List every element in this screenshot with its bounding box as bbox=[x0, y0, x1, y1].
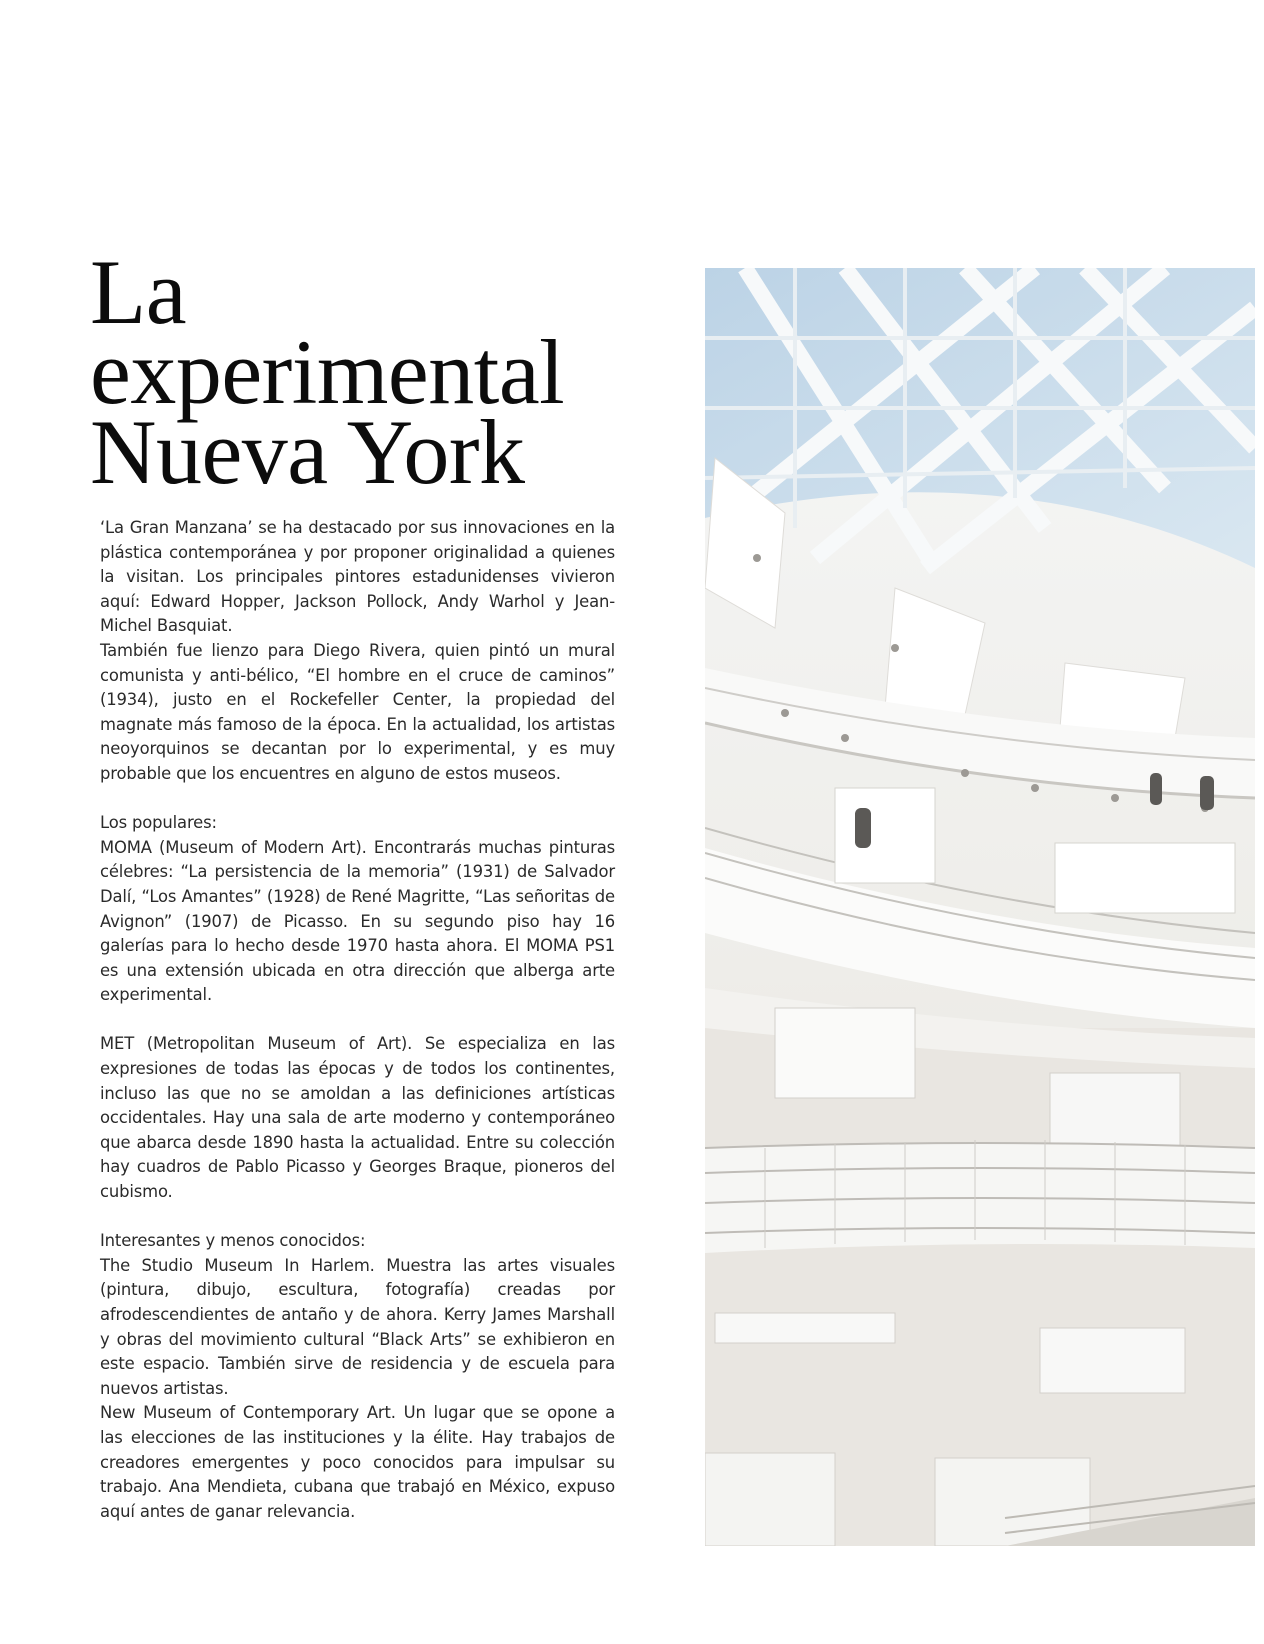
spacer bbox=[100, 1205, 615, 1230]
section-heading-menos-conocidos: Interesantes y menos conocidos: bbox=[100, 1231, 366, 1251]
paragraph-met: MET (Metropolitan Museum of Art). Se especializa en las expresiones de todas las épocas y de todos los continentes, incluso las que no se amoldan a las definiciones artísticas occidentales. Hay una sala de arte moderno y contemporáneo que abarca desde 1890 hasta la actualidad. Entre su colección hay cuadros de Pablo Picasso y Georges Braque, pioneros del cubismo. bbox=[100, 1034, 615, 1202]
section-heading-populares: Los populares: bbox=[100, 813, 217, 833]
paragraph-intro: ‘La Gran Manzana’ se ha destacado por sus innovaciones en la plástica contemporánea y por proponer originalidad a quienes la visitan. Los principales pintores estadunidenses vivieron aquí: Edward Hopper, Jackson Pollock, Andy Warhol y Jean-Michel Basquiat. bbox=[100, 518, 615, 636]
paragraph-rivera: También fue lienzo para Diego Rivera, quien pintó un mural comunista y anti-bélico, “El hombre en el cruce de caminos” (1934), justo en el Rockefeller Center, la propiedad del magnate más famoso de la época. En la actualidad, los artistas neoyorquinos se decantan por lo experimental, y es muy probable que los encuentres en alguno de estos museos. bbox=[100, 640, 615, 783]
title-line: La bbox=[90, 241, 187, 343]
paragraph-studio-museum: The Studio Museum In Harlem. Muestra las artes visuales (pintura, dibujo, escultura, fotografía) creadas por afrodescendientes de antaño y de ahora. Kerry James Marshall y obras del movimiento cultural “Black Arts” se exhibieron en este espacio. También sirve de residencia y de escuela para nuevos artistas. bbox=[100, 1255, 615, 1398]
article-title bbox=[90, 241, 650, 503]
paragraph-new-museum: New Museum of Contemporary Art. Un lugar que se opone a las elecciones de las instituciones y la élite. Hay trabajos de creadores emergentes y poco conocidos para impulsar su trabajo. Ana Mendieta, cubana que trabajó en México, expuso aquí antes de ganar relevancia. bbox=[100, 1403, 615, 1521]
museum-atrium-photo bbox=[705, 268, 1255, 1546]
spacer bbox=[100, 1008, 615, 1033]
article-body bbox=[100, 516, 615, 1524]
title-line: Nueva York bbox=[90, 401, 525, 503]
paragraph-moma: MOMA (Museum of Modern Art). Encontrarás muchas pinturas célebres: “La persistencia de la memoria” (1931) de Salvador Dalí, “Los Amantes” (1928) de René Magritte, “Las señoritas de Avignon” (1907) de Picasso. En su segundo piso hay 16 galerías para lo hecho desde 1970 hasta ahora. El MOMA PS1 es una extensión ubicada en otra dirección que alberga arte experimental. bbox=[100, 837, 615, 1005]
title-line: experimental bbox=[90, 321, 565, 423]
spacer bbox=[100, 787, 615, 812]
museum-atrium-illustration bbox=[705, 268, 1255, 1546]
